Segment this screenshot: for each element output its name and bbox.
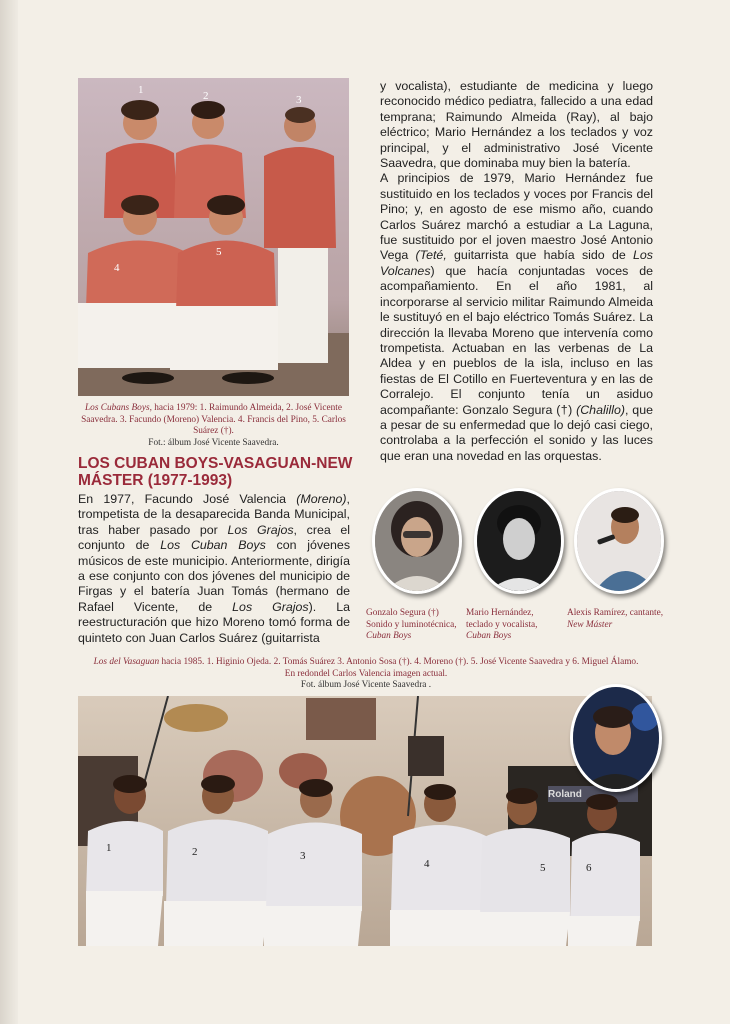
- text-run: , trompetista de la desaparecida Banda Municipal, tras haber pasado por: [78, 492, 350, 537]
- photo2-number-1: 1: [106, 842, 112, 854]
- portrait-role: teclado y vocalista,: [466, 619, 538, 630]
- roland-sign: Roland: [548, 789, 582, 800]
- photo-number-2: 2: [203, 90, 209, 102]
- text-italic: (Moreno): [296, 492, 347, 506]
- vasaguan-photo: [78, 696, 652, 946]
- portrait-mario-hernandez: [474, 488, 564, 594]
- text-italic: Los Grajos: [227, 522, 294, 537]
- text-italic: Los Grajos: [232, 599, 309, 614]
- portrait-band: New Máster: [567, 619, 613, 630]
- portrait-name: Alexis Ramírez, cantante,: [567, 608, 664, 618]
- caption-source: Fot. álbum José Vicente Saavedra .: [300, 680, 432, 690]
- photo-number-4: 4: [114, 262, 120, 274]
- text-run: En 1977, Facundo José Valencia: [78, 492, 297, 506]
- cuban-boys-photo: [78, 78, 349, 396]
- caption-title: Los del Vasaguan: [93, 657, 160, 667]
- left-paragraph: [78, 492, 350, 646]
- right-paragraph-1: [380, 79, 653, 171]
- right-paragraph-2: [380, 171, 653, 464]
- text-run: ) que hacía conjuntadas voces de acompañamiento. En el año 1981, al incorporarse al servicio militar Raimundo Almeida le sustituyó en el bajo eléctrico Tomás Suárez. La dirección la llevaba Moreno que intervenía como trompetista. Actuaban en las verbenas de La Aldea y en pueblos de la isla, incluso en las fiestas de El Cotillo en Fuerteventura y en las de Corralejo. El conjunto tenía un asiduo acompañante: Gonzalo Segura (†): [380, 263, 653, 417]
- caption-line2: En redondel Carlos Valencia imagen actual.: [284, 668, 448, 679]
- text-run: ). La reestructuración que hizo Moreno tomó forma de quinteto con Juan Carlos Suárez (guitarrista: [78, 599, 350, 645]
- photo-number-5: 5: [216, 246, 222, 258]
- text-italic: Los Cuban Boys: [160, 538, 266, 553]
- portrait-caption-3: [567, 608, 687, 631]
- text-run: A principios de 1979, Mario Hernández fue sustituido en los teclados y voces por Francis del Pino; y, en agosto de ese mismo año, cuando Carlos Suárez marchó a estudiar a La Laguna, fue sustituido por el joven maestro José Antonio Vega: [380, 171, 653, 263]
- text-italic: (Chalillo): [576, 402, 625, 417]
- portrait-role: Sonido y luminotécnica,: [366, 619, 457, 630]
- page-edge: [0, 0, 18, 1024]
- portrait-carlos-valencia: [570, 684, 662, 792]
- cuban-boys-caption: [78, 403, 349, 449]
- text-run: , que a pesar de su enfermedad que lo dejó casi ciego, controlaba a la perfección el sonido y las luces que eran una novedad en las orquestas.: [380, 402, 653, 463]
- photo2-number-3: 3: [300, 850, 306, 862]
- portrait-alexis-ramirez: [574, 488, 664, 594]
- left-column-text: [78, 492, 350, 646]
- portrait-gonzalo-segura: [372, 488, 462, 594]
- section-heading: LOS CUBAN BOYS-VASAGUAN-NEW MÁSTER (1977-1993): [78, 455, 353, 489]
- caption-text: hacia 1985. 1. Higinio Ojeda. 2. Tomás Suárez 3. Antonio Sosa (†). 4. Moreno (†). 5. José Vicente Saavedra y 6. Miguel Álamo.: [159, 657, 639, 667]
- text-run: y vocalista), estudiante de medicina y luego reconocido médico pediatra, fallecido a una edad temprana; Raimundo Almeida (Ray), al bajo eléctrico; Mario Hernández a los teclados y voz principal, y el administrativo José Vicente Saavedra, que dominaba muy bien la batería.: [380, 79, 653, 171]
- caption-source: Fot.: álbum José Vicente Saavedra.: [148, 437, 279, 448]
- portrait-band: Cuban Boys: [466, 631, 512, 641]
- text-italic: Los Volcanes: [380, 248, 653, 278]
- caption-text: hacia 1979: 1. Raimundo Almeida, 2. José Vicente Saavedra. 3. Facundo (Moreno) Valencia. 4. Francis del Pino, 5. Carlos Suárez (†).: [81, 403, 346, 436]
- right-column-text: [380, 79, 653, 464]
- vasaguan-caption: [40, 657, 692, 692]
- photo-number-3: 3: [296, 94, 302, 106]
- photo-number-1: 1: [138, 84, 144, 96]
- portrait-band: Cuban Boys: [366, 631, 412, 641]
- portrait-caption-1: [366, 608, 466, 643]
- portrait-name: Gonzalo Segura (†): [366, 608, 439, 618]
- photo2-number-5: 5: [540, 862, 546, 874]
- portrait-caption-2: [466, 608, 566, 643]
- photo2-number-6: 6: [586, 862, 592, 874]
- text-run: , crea el conjunto de: [78, 522, 350, 553]
- portrait-name: Mario Hernández,: [466, 608, 534, 618]
- text-run: con jóvenes músicos de este municipio. Anteriormente, dirigía a ese conjunto con dos jóvenes del municipio de Firgas y el batería Juan Tomás (hermano de Rafael Vicente, de: [78, 538, 351, 614]
- caption-title: Los Cubans Boys,: [85, 403, 152, 413]
- photo2-number-4: 4: [424, 858, 430, 870]
- photo2-number-2: 2: [192, 846, 198, 858]
- text-run: guitarrista que había sido de: [446, 248, 633, 263]
- text-italic: (Teté,: [415, 248, 447, 263]
